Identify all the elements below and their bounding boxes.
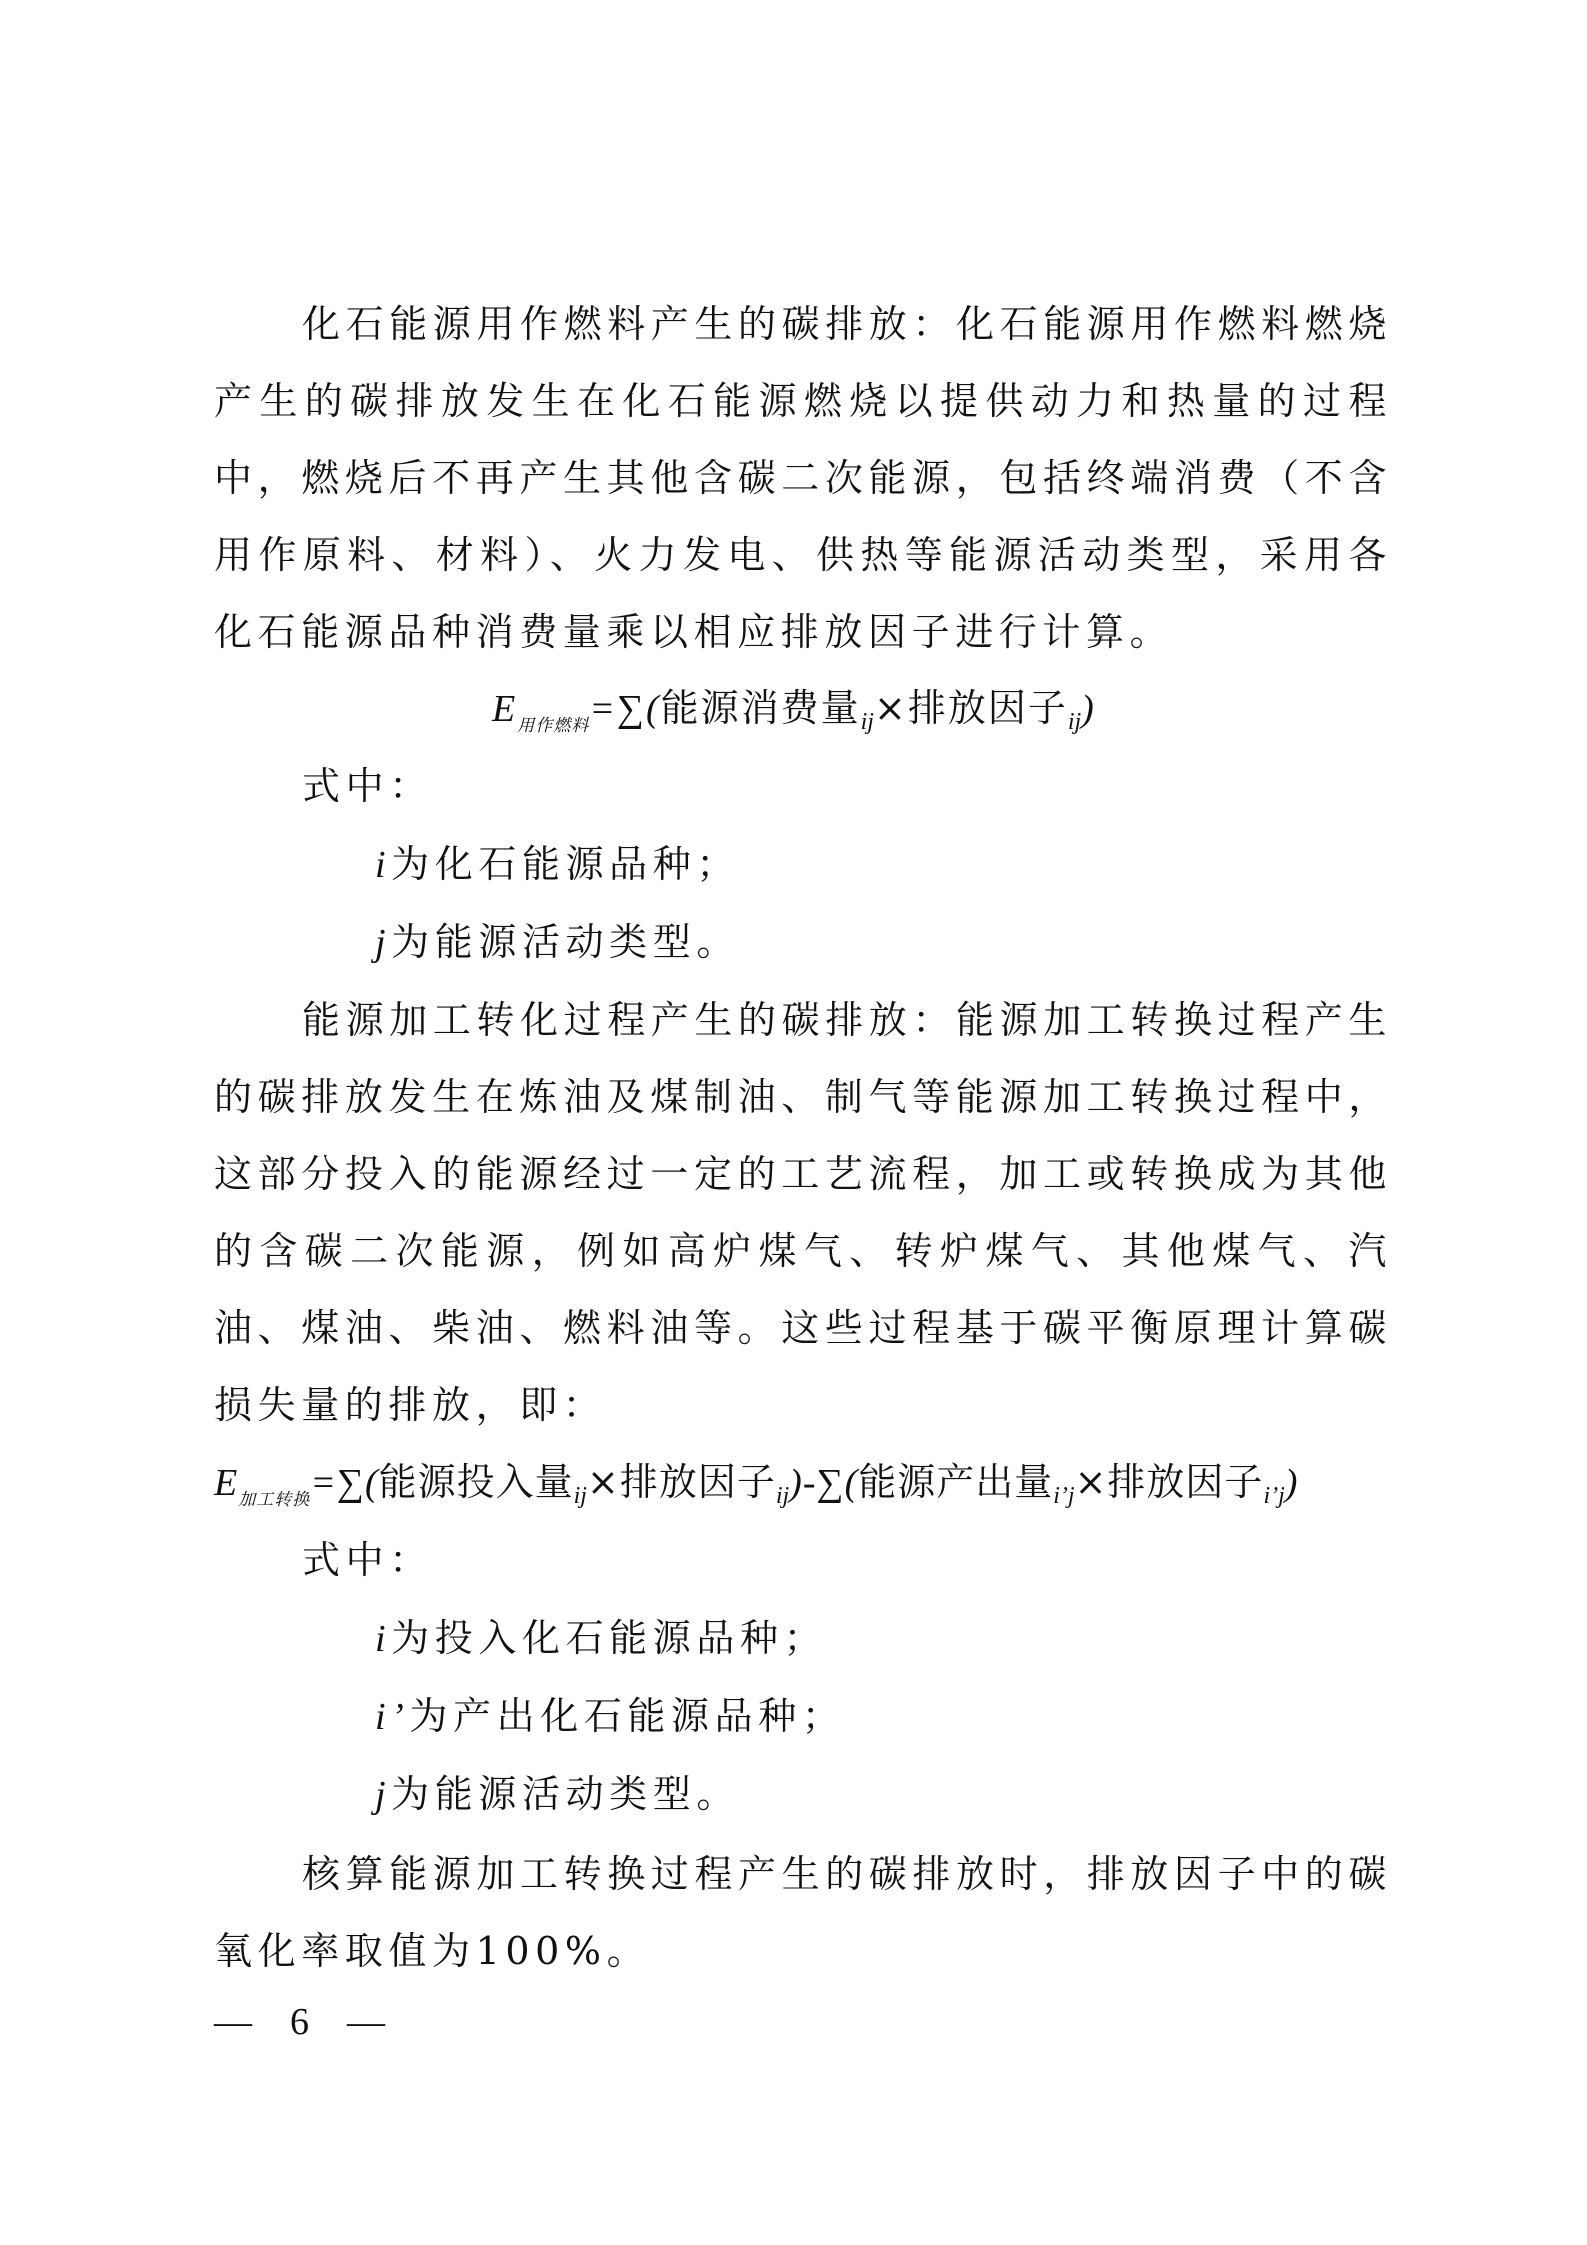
variable-i-prime: i’ — [375, 1696, 410, 1738]
formula-term-factor-subscript: ij — [1067, 709, 1082, 735]
where-label-2: 式中： — [302, 1538, 433, 1582]
variable-i-input-description: 为投入化石能源品种； — [391, 1616, 828, 1660]
formula2-subscript-e: 加工转换 — [238, 1490, 311, 1510]
variable-i-prime-description: 为产出化石能源品种； — [409, 1694, 846, 1738]
page-footer — [214, 1992, 385, 2052]
variable-j-2: j — [375, 1774, 392, 1816]
formula-term-factor: 排放因子 — [907, 686, 1068, 730]
formula2-sum-open: =∑( — [310, 1462, 379, 1504]
formula-term-consumption: 能源消费量 — [660, 686, 861, 730]
formula-sum-open: =∑( — [589, 688, 661, 730]
variable-i-input: i — [375, 1618, 392, 1660]
where2-item-i — [375, 1600, 827, 1678]
formula-times: × — [873, 686, 908, 730]
formula2-term-output-subscript: i’j — [1053, 1483, 1075, 1509]
formula2-term-output: 能源产出量 — [858, 1460, 1054, 1504]
formula2-term-input-subscript: ij — [573, 1483, 587, 1509]
paragraph-oxidation-rate: 核算能源加工转换过程产生的碳排放时，排放因子中的碳氧化率取值为100%。 — [214, 1852, 1393, 1973]
variable-j-2-description: 为能源活动类型。 — [391, 1772, 740, 1816]
formula2-term-factor-1-subscript: ij — [775, 1483, 790, 1509]
formula2-times-2: × — [1074, 1460, 1108, 1504]
variable-i-description: 为化石能源品种； — [391, 842, 740, 886]
paragraph-conversion-emissions: 能源加工转化过程产生的碳排放：能源加工转换过程产生的碳排放发生在炼油及煤制油、制气等能源加工转换过程中，这部分投入的能源经过一定的工艺流程，加工或转换成为其他的含碳二次能源，例如高炉煤气、转炉煤气、其他煤气、汽油、煤油、柴油、燃料油等。这些过程基于碳平衡原理计算碳损失量的排放，即： — [214, 998, 1393, 1427]
formula2-close: ) — [1284, 1462, 1299, 1504]
formula-symbol-e: E — [492, 688, 518, 730]
where-item-j — [375, 904, 740, 982]
where-item-i — [375, 826, 740, 904]
variable-j-description: 为能源活动类型。 — [391, 920, 740, 964]
where-label-1: 式中： — [302, 764, 433, 808]
footer-dash-right: — — [347, 2001, 385, 2043]
formula2-term-factor-1: 排放因子 — [619, 1460, 776, 1504]
formula2-times-1: × — [586, 1460, 620, 1504]
footer-dash-left: — — [214, 2001, 252, 2043]
formula-close: ) — [1081, 688, 1096, 730]
formula2-term-factor-2-subscript: i’j — [1263, 1483, 1285, 1509]
formula2-term-factor-2: 排放因子 — [1107, 1460, 1264, 1504]
page-number: 6 — [290, 2001, 309, 2043]
variable-j: j — [375, 922, 392, 964]
formula2-minus-sum: )-∑( — [789, 1462, 859, 1504]
paragraph-fuel-emissions: 化石能源用作燃料产生的碳排放：化石能源用作燃料燃烧产生的碳排放发生在化石能源燃烧以提供动力和热量的过程中，燃烧后不再产生其他含碳二次能源，包括终端消费（不含用作原料、材料）、火力发电、供热等能源活动类型，采用各化石能源品种消费量乘以相应排放因子进行计算。 — [214, 302, 1393, 654]
variable-i: i — [375, 844, 392, 886]
formula2-symbol-e: E — [214, 1462, 239, 1504]
formula-subscript-e: 用作燃料 — [517, 716, 590, 736]
formula2-term-input: 能源投入量 — [378, 1460, 574, 1504]
formula-term-consumption-subscript: ij — [860, 709, 874, 735]
where2-item-j — [375, 1756, 740, 1834]
where2-item-i-prime — [375, 1678, 845, 1756]
formula-fuel-emissions — [492, 670, 1096, 765]
